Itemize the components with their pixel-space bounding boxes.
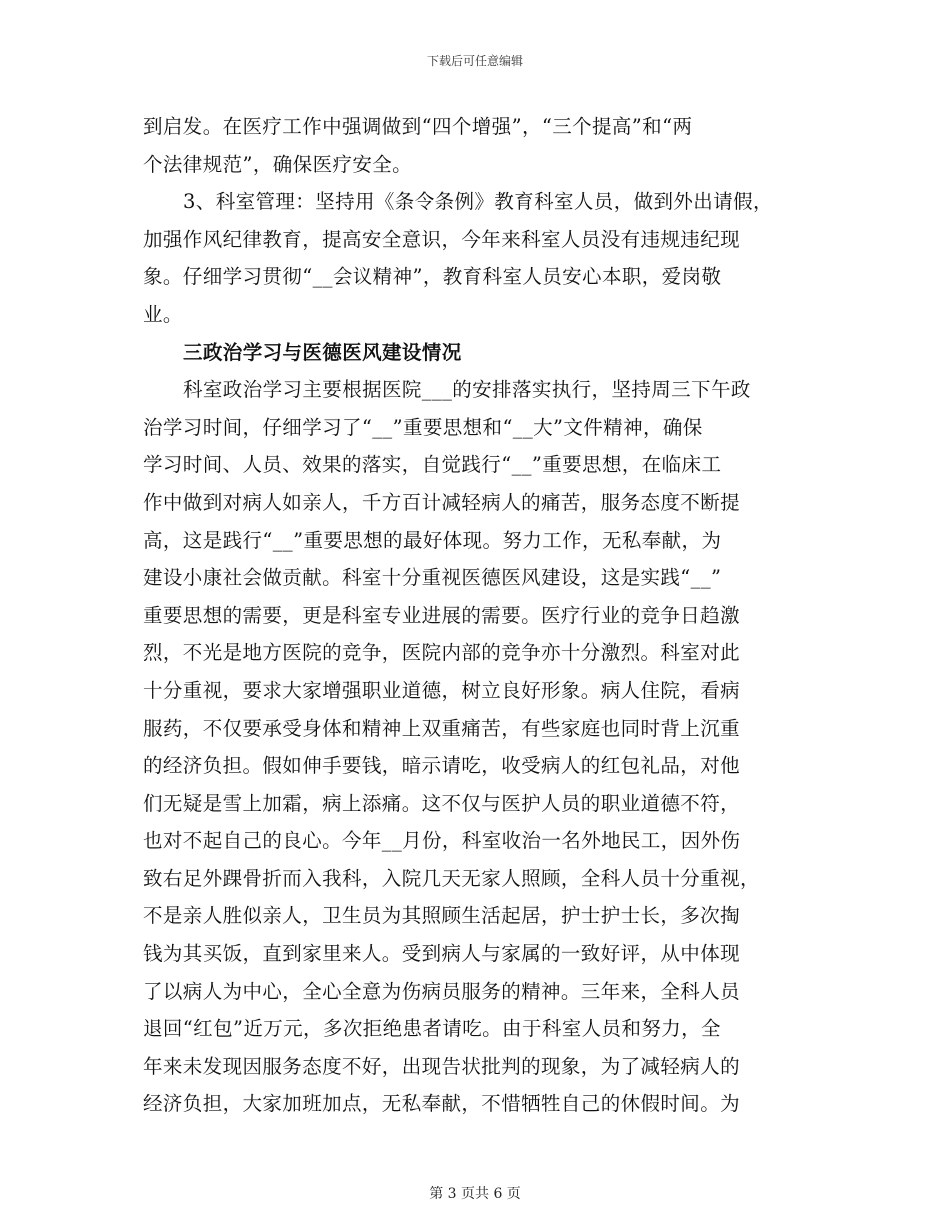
paragraph-line: 退回“红包”近万元，多次拒绝患者请吃。由于科室人员和努力，全 (143, 1017, 721, 1041)
paragraph-line: 高，这是践行“__”重要思想的最好体现。努力工作，无私奉献，为 (143, 528, 722, 552)
paragraph-line: 烈，不光是地方医院的竞争，医院内部的竞争亦十分激烈。科室对此 (143, 641, 741, 665)
section-heading: 三政治学习与医德医风建设情况 (183, 340, 462, 364)
paragraph-line: 3、科室管理：坚持用《条令条例》教育科室人员，做到外出请假， (183, 190, 773, 214)
paragraph-line: 治学习时间，仔细学习了“__”重要思想和“__大”文件精神，确保 (143, 415, 703, 439)
paragraph-line: 科室政治学习主要根据医院___的安排落实执行，坚持周三下午政 (183, 378, 751, 402)
paragraph-line: 钱为其买饭，直到家里来人。受到病人与家属的一致好评，从中体现 (143, 942, 741, 966)
paragraph-line: 重要思想的需要，更是科室专业进展的需要。医疗行业的竞争日趋激 (143, 603, 741, 627)
paragraph-line: 服药，不仅要承受身体和精神上双重痛苦，有些家庭也同时背上沉重 (143, 716, 741, 740)
paragraph-line: 十分重视，要求大家增强职业道德，树立良好形象。病人住院，看病 (143, 678, 741, 702)
paragraph-line: 们无疑是雪上加霜，病上添痛。这不仅与医护人员的职业道德不符， (143, 791, 741, 815)
paragraph-line: 象。仔细学习贯彻“__会议精神”，教育科室人员安心本职，爱岗敬 (143, 265, 722, 289)
paragraph-line: 也对不起自己的良心。今年__月份，科室收治一名外地民工，因外伤 (143, 829, 741, 853)
paragraph-line: 加强作风纪律教育，提高安全意识，今年来科室人员没有违规违纪现 (143, 227, 741, 251)
paragraph-line: 业。 (143, 302, 183, 326)
paragraph-line: 了以病人为中心，全心全意为伤病员服务的精神。三年来，全科人员 (143, 979, 741, 1003)
paragraph-line: 年来未发现因服务态度不好，出现告状批判的现象，为了减轻病人的 (143, 1054, 741, 1078)
paragraph-line: 到启发。在医疗工作中强调做到“四个增强”，“三个提高”和“两 (143, 115, 693, 138)
document-body (143, 108, 823, 1123)
paragraph-line: 建设小康社会做贡献。科室十分重视医德医风建设，这是实践“__” (143, 566, 722, 590)
paragraph-line: 经济负担，大家加班加点，无私奉献，不惜牺牲自己的休假时间。为 (143, 1092, 741, 1116)
page-footer: 第 3 页共 6 页 (429, 1186, 521, 1202)
paragraph-line: 作中做到对病人如亲人，千方百计减轻病人的痛苦，服务态度不断提 (143, 490, 741, 514)
paragraph-line: 个法律规范”，确保医疗安全。 (143, 152, 413, 176)
page-header: 下载后可任意编辑 (426, 54, 523, 68)
paragraph-line: 致右足外踝骨折而入我科，入院几天无家人照顾，全科人员十分重视， (143, 866, 760, 890)
paragraph-line: 学习时间、人员、效果的落实，自觉践行“__”重要思想，在临床工 (143, 453, 722, 477)
paragraph-line: 不是亲人胜似亲人，卫生员为其照顾生活起居，护士护士长，多次掏 (143, 904, 741, 928)
paragraph-line: 的经济负担。假如伸手要钱，暗示请吃，收受病人的红包礼品，对他 (143, 754, 741, 778)
